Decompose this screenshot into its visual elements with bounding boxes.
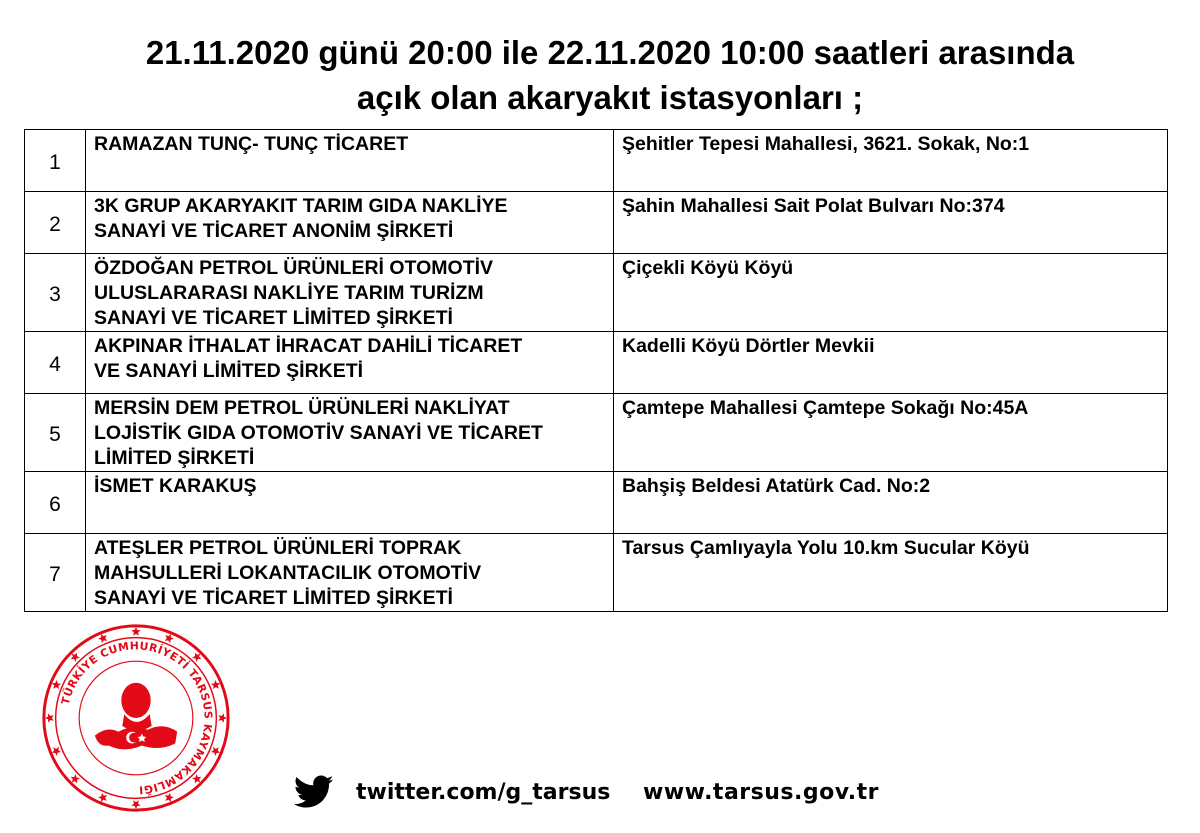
row-number: 3 [25,254,86,332]
station-name: MERSİN DEM PETROL ÜRÜNLERİ NAKLİYAT LOJİSTİK GIDA OTOMOTİV SANAYİ VE TİCARET LİMİTED ŞİRKETİ [86,394,614,472]
seal-star-icon [165,634,174,643]
row-number: 1 [25,130,86,192]
table-row [25,394,1168,472]
row-number: 2 [25,192,86,254]
seal-star-icon [71,774,80,783]
stations-table [24,129,1168,612]
seal-star-icon [218,713,227,722]
row-number: 6 [25,472,86,534]
seal-star-icon [98,634,107,643]
twitter-link[interactable]: twitter.com/g_tarsus [356,780,611,805]
row-number: 4 [25,332,86,394]
seal-star-icon [131,627,140,636]
table-row [25,472,1168,534]
seal-star-icon [165,793,174,802]
table-row [25,192,1168,254]
station-name: 3K GRUP AKARYAKIT TARIM GIDA NAKLİYE SANAYİ VE TİCARET ANONİM ŞİRKETİ [86,192,614,254]
row-number: 7 [25,534,86,612]
website-link[interactable]: www.tarsus.gov.tr [643,780,879,805]
seal-star-icon [192,774,201,783]
seal-star-icon [52,680,61,689]
table-row [25,130,1168,192]
table-row [25,332,1168,394]
station-address: Tarsus Çamlıyayla Yolu 10.km Sucular Köyü [614,534,1168,612]
station-address: Şahin Mahallesi Sait Polat Bulvarı No:374 [614,192,1168,254]
seal-star-icon [211,680,220,689]
station-name: ATEŞLER PETROL ÜRÜNLERİ TOPRAK MAHSULLERİ LOKANTACILIK OTOMOTİV SANAYİ VE TİCARET LİMİTED ŞİRKETİ [86,534,614,612]
seal-star-icon [131,800,140,809]
station-address: Çamtepe Mahallesi Çamtepe Sokağı No:45A [614,394,1168,472]
table-row [25,534,1168,612]
seal-star-icon [98,793,107,802]
station-address: Şehitler Tepesi Mahallesi, 3621. Sokak, No:1 [614,130,1168,192]
station-address: Kadelli Köyü Dörtler Mevkii [614,332,1168,394]
seal-star-icon [211,747,220,756]
seal-star-icon [71,653,80,662]
seal-star-icon [45,713,54,722]
station-name: ÖZDOĞAN PETROL ÜRÜNLERİ OTOMOTİV ULUSLARARASI NAKLİYE TARIM TURİZM SANAYİ VE TİCARET LİMİTED ŞİRKETİ [86,254,614,332]
page-title [0,30,1200,120]
station-address: Bahşiş Beldesi Atatürk Cad. No:2 [614,472,1168,534]
seal-text: TÜRKİYE CUMHURİYETİ TARSUS KAYMAKAMLIĞI [58,639,215,797]
seal-star-icon [52,747,61,756]
station-name: AKPINAR İTHALAT İHRACAT DAHİLİ TİCARET VE SANAYİ LİMİTED ŞİRKETİ [86,332,614,394]
title-line-1: 21.11.2020 günü 20:00 ile 22.11.2020 10:00 saatleri arasında [145,34,1075,71]
kaymakamlik-seal-icon [38,620,234,816]
table-row [25,254,1168,332]
title-line-2: açık olan akaryakıt istasyonları ; [356,79,864,116]
station-address: Çiçekli Köyü Köyü [614,254,1168,332]
seal-star-icon [192,653,201,662]
station-name: RAMAZAN TUNÇ- TUNÇ TİCARET [86,130,614,192]
row-number: 5 [25,394,86,472]
station-name: İSMET KARAKUŞ [86,472,614,534]
twitter-bird-icon [294,774,334,810]
